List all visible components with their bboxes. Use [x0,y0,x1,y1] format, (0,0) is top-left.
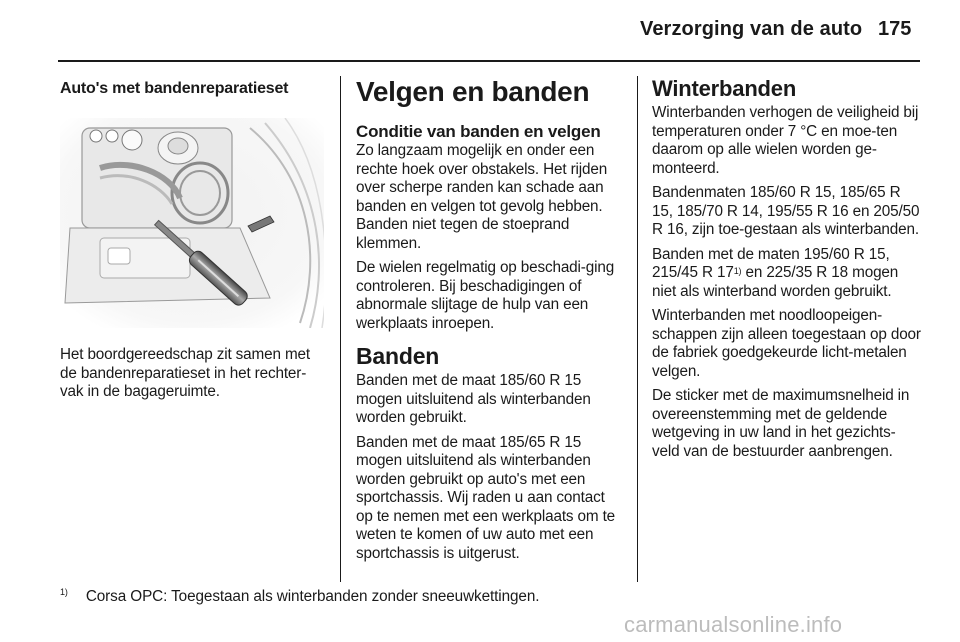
header-rule [58,60,920,62]
paragraph: Bandenmaten 185/60 R 15, 185/65 R 15, 185/70 R 14, 195/55 R 16 en 205/50 R 16, zijn toe-gestaan als winterbanden. [652,184,920,238]
running-header-title: Verzorging van de auto [640,18,863,40]
watermark: carmanualsonline.info [624,612,843,637]
column-divider [637,76,638,582]
middle-column [356,74,624,569]
text-run: Banden met de maten 195/60 R 15, 215/45 R 17 [652,245,890,281]
caption: Het boordgereedschap zit samen met de bandenreparatieset in het rechter-vak in de bagageruimte. [60,346,310,400]
tire-repair-kit-icon [60,118,324,328]
subheading-conditie: Conditie van banden en velgen [356,122,601,141]
paragraph: De wielen regelmatig op beschadi-ging controleren. Bij beschadigingen of abnormale slijtage de hulp van een werkplaats inroepen. [356,259,615,332]
section-title: Auto's met bandenreparatieset [60,80,289,97]
column-divider [340,76,341,582]
footnote-mark: 1) [60,587,68,597]
paragraph [652,246,922,302]
left-column [60,74,326,408]
paragraph: Winterbanden met noodloopeigen-schappen zijn alleen toegestaan op door de fabriek goedgekeurde licht-metalen velgen. [652,307,921,380]
paragraph: De sticker met de maximumsnelheid in overeenstemming met de geldende wetgeving in uw land in het gezichts-veld van de bestuurder aanbrengen. [652,387,910,460]
tire-repair-kit-illustration [60,118,324,328]
text-run: en 225/35 R 18 mogen niet als winterband worden gebruikt. [652,264,899,300]
footnote-reference[interactable]: 1) [733,266,742,276]
heading-winterbanden: Winterbanden [652,76,797,101]
footnote-text: Corsa OPC: Toegestaan als winterbanden zonder sneeuwkettingen. [85,588,540,605]
paragraph: Zo langzaam mogelijk en onder een rechte hoek over obstakels. Het rijden over scherpe randen kan schade aan banden en velgen tot gevolg hebben. Banden niet tegen de stoeprand klemmen. [356,142,608,252]
paragraph: Banden met de maat 185/65 R 15 mogen uitsluitend als winterbanden worden gebruikt op auto's met een sportchassis. Wij raden u aan contact op te nemen met een werkplaats om te weten te komen of uw auto met een sportchassis is uitgerust. [356,433,616,562]
subheading-banden: Banden [356,343,440,369]
paragraph: Winterbanden verhogen de veiligheid bij temperaturen onder 7 °C en moe-ten daarom op alle wielen worden ge-monteerd. [652,104,919,177]
footnote [60,588,539,606]
right-column [652,74,922,467]
heading-velgen-en-banden: Velgen en banden [356,76,590,107]
paragraph: Banden met de maat 185/60 R 15 mogen uitsluitend als winterbanden worden gebruikt. [356,372,591,426]
page-number: 175 [878,18,912,40]
